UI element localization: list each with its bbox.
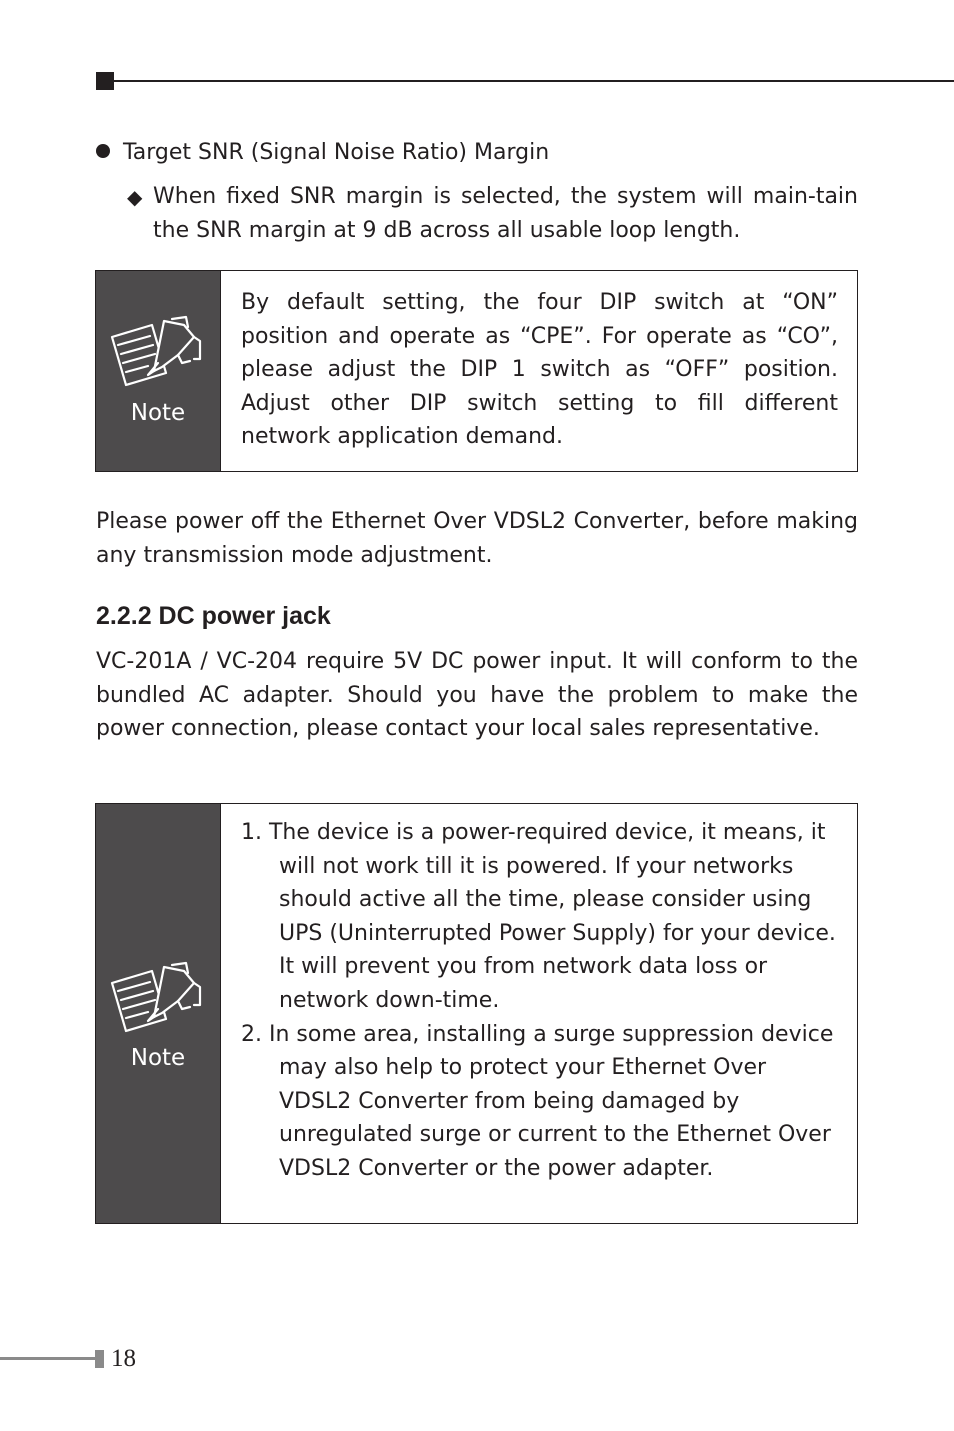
note-box-power (95, 803, 858, 1224)
section-heading: 2.2.2 DC power jack (96, 602, 331, 630)
note-label: Note (130, 1045, 186, 1071)
note-pencil-icon (108, 315, 206, 393)
footer-marker (95, 1350, 104, 1368)
page-number: 18 (111, 1345, 136, 1372)
note-list-item: 1. The device is a power-required device, it means, it will not work till it is powered. If your networks should active all the time, please consider using UPS (Uninterrupted Power Supply) for your device. It will prevent you from network data loss or network down-time. (241, 820, 836, 1013)
note-side-panel (96, 271, 221, 471)
bullet-item (96, 138, 549, 168)
note-list (221, 804, 857, 1223)
header-square-marker (96, 72, 114, 90)
bullet-dot-icon (96, 144, 110, 158)
sub-bullet-item (127, 180, 858, 248)
note-box-dip-switch (95, 270, 858, 472)
diamond-bullet-icon: ◆ (127, 185, 143, 209)
note-side-panel (96, 804, 221, 1223)
note-label: Note (130, 400, 186, 426)
power-off-paragraph: Please power off the Ethernet Over VDSL2 Converter, before making any transmission mode adjustment. (96, 509, 858, 568)
footer-rule (0, 1357, 95, 1360)
dc-power-paragraph: VC-201A / VC-204 require 5V DC power input. It will conform to the bundled AC adapter. Should you have the problem to make the power connection, please contact your local sales representative. (96, 649, 858, 742)
bullet-title: Target SNR (Signal Noise Ratio) Margin (123, 140, 550, 165)
note-list-item: 2. In some area, installing a surge suppression device may also help to protect your Ethernet Over VDSL2 Converter from being damaged by unregulated surge or current to the Ethernet Over VDSL2 Converter or the power adapter. (241, 1021, 834, 1181)
note-text: By default setting, the four DIP switch at “ON” position and operate as “CPE”. For operate as “CO”, please adjust the DIP 1 switch as “OFF” position. Adjust other DIP switch setting to fill different network application demand. (241, 290, 838, 450)
sub-bullet-text: When fixed SNR margin is selected, the system will main-tain the SNR margin at 9 dB across all usable loop length. (153, 184, 858, 243)
note-pencil-icon (108, 961, 206, 1039)
header-rule (114, 80, 954, 82)
